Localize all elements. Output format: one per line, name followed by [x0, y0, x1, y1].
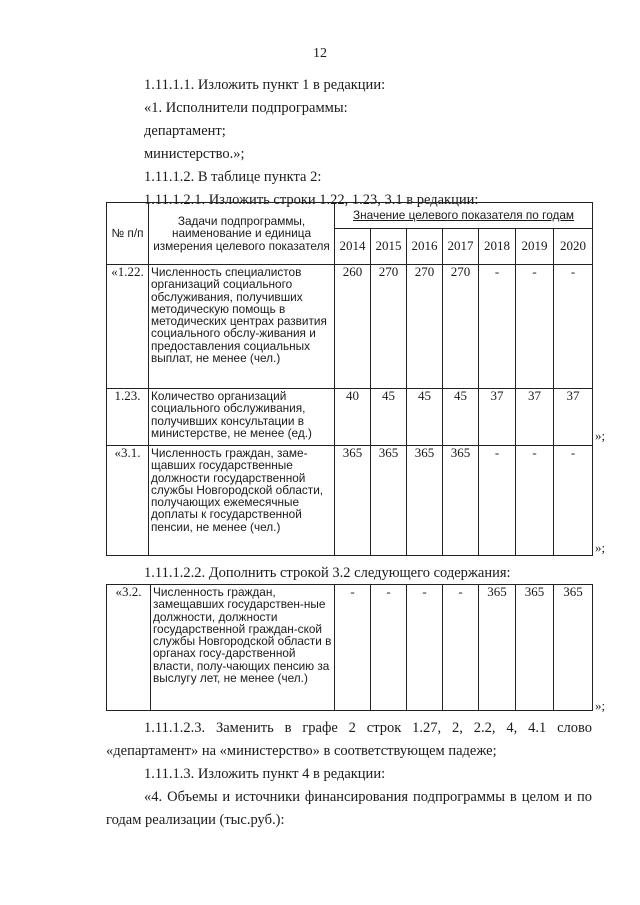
row-value: 37 [554, 389, 593, 446]
row-value: - [479, 265, 516, 389]
row-num: «1.22. [107, 265, 149, 389]
row-value: 365 [443, 446, 479, 556]
year-cell: 2014 [335, 229, 371, 265]
row-closing-quote: »; [595, 540, 606, 555]
year-cell: 2017 [443, 229, 479, 265]
year-cell: 2015 [371, 229, 407, 265]
paragraph-1-11-1-1: 1.11.1.1. Изложить пункт 1 в редакции: [144, 77, 386, 93]
row-value: 365 [407, 446, 443, 556]
paragraph-ministry: министерство.»; [144, 146, 245, 162]
row-closing-quote: »; [595, 698, 606, 713]
row-num: «3.2. [107, 585, 151, 711]
row-text: Количество организаций социального обслуживания, получивших консультации в министерстве, не менее (ед.) [149, 389, 335, 446]
paragraph-department: департамент; [144, 123, 226, 139]
row-value: 45 [443, 389, 479, 446]
paragraph-1-11-1-3: 1.11.1.3. Изложить пункт 4 в редакции: [144, 766, 386, 782]
header-task: Задачи подпрограммы, наименование и единица измерения целевого показателя [149, 203, 335, 265]
row-value: - [443, 585, 479, 711]
row-value: - [335, 585, 371, 711]
header-num: № п/п [107, 203, 149, 265]
table-header-row [107, 203, 593, 229]
table-row [107, 585, 593, 711]
header-values-title: Значение целевого показателя по годам [335, 203, 593, 229]
paragraph-1-11-1-2-3-cont: «департамент» на «министерство» в соответствующем падеже; [106, 743, 497, 759]
row-value: 270 [407, 265, 443, 389]
row-value: - [516, 265, 554, 389]
row-num: «3.1. [107, 446, 149, 556]
paragraph-quote-item-4: «4. Объемы и источники финансирования подпрограммы в целом и по [144, 789, 592, 805]
paragraph-1-11-1-2-3: 1.11.1.2.3. Заменить в графе 2 строк 1.27, 2, 2.2, 4, 4.1 слово [144, 720, 592, 736]
row-value: - [554, 265, 593, 389]
row-value: 365 [335, 446, 371, 556]
row-value: - [516, 446, 554, 556]
paragraph-1-11-1-2-2: 1.11.1.2.2. Дополнить строкой 3.2 следующего содержания: [144, 565, 511, 581]
row-value: 45 [407, 389, 443, 446]
table-row [107, 265, 593, 389]
added-row-table [106, 584, 593, 711]
row-value: - [554, 446, 593, 556]
row-value: 45 [371, 389, 407, 446]
row-value: 270 [371, 265, 407, 389]
year-cell: 2016 [407, 229, 443, 265]
row-value: 365 [554, 585, 593, 711]
row-value: - [479, 446, 516, 556]
paragraph-quote-item-4-cont: годам реализации (тыс.руб.): [106, 812, 285, 828]
page-number: 12 [313, 46, 327, 61]
year-cell: 2018 [479, 229, 516, 265]
year-cell: 2019 [516, 229, 554, 265]
row-value: - [371, 585, 407, 711]
row-value: 37 [479, 389, 516, 446]
row-value: 365 [371, 446, 407, 556]
row-num: 1.23. [107, 389, 149, 446]
year-cell: 2020 [554, 229, 593, 265]
table-row [107, 389, 593, 446]
row-value: 260 [335, 265, 371, 389]
row-value: - [407, 585, 443, 711]
row-value: 40 [335, 389, 371, 446]
row-text: Численность граждан, заме-щавших государственные должности государственной службы Новгородской области, получающих ежемесячные доплаты к государственной пенсии, не менее (чел.) [149, 446, 335, 556]
row-text: Численность специалистов организаций социального обслуживания, получивших методическую помощь в методических центрах развития социального обслу-живания и предоставления социальных выплат, не менее (чел.) [149, 265, 335, 389]
table-row [107, 446, 593, 556]
row-value: 365 [516, 585, 554, 711]
row-value: 37 [516, 389, 554, 446]
paragraph-1-11-1-2: 1.11.1.2. В таблице пункта 2: [144, 169, 322, 185]
paragraph-1-11-1-2-1: 1.11.1.2.1. Изложить строки 1.22, 1.23, 3.1 в редакции: [144, 192, 479, 208]
row-value: 270 [443, 265, 479, 389]
indicator-table [106, 202, 593, 556]
row-text: Численность граждан, замещавших государствен-ные должности, должности государственной граждан-ской службы Новгородской области в органах госу-дарственной власти, полу-чающих пенсию за выслугу лет, не менее (чел.) [151, 585, 335, 711]
paragraph-quote-executors: «1. Исполнители подпрограммы: [144, 100, 348, 116]
row-value: 365 [479, 585, 516, 711]
row-closing-quote: »; [595, 428, 606, 443]
